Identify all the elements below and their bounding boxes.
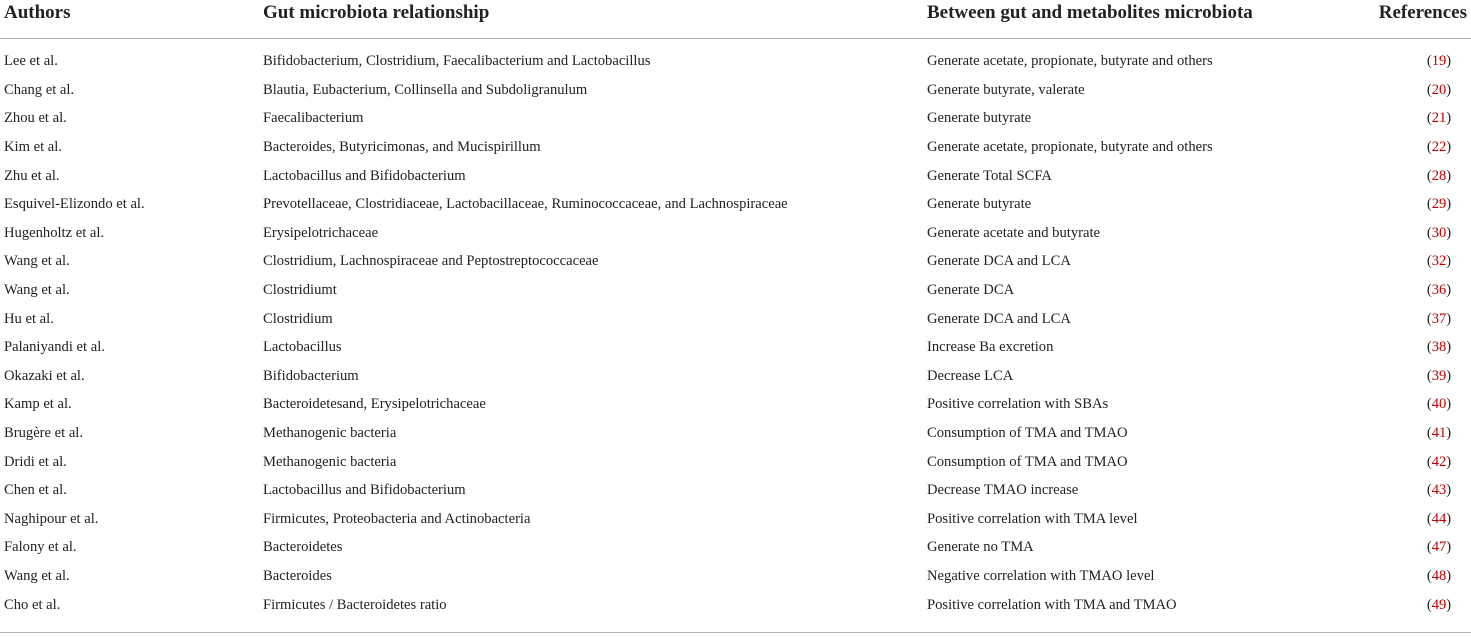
cell-between-gut-metabolites: Decrease TMAO increase xyxy=(927,482,1079,499)
table-row xyxy=(0,219,1471,248)
cell-authors: Wang et al. xyxy=(4,253,70,270)
reference-link[interactable]: 30 xyxy=(1431,224,1447,241)
paren-close: ) xyxy=(1446,282,1452,299)
table-row xyxy=(0,590,1471,619)
cell-reference xyxy=(1351,161,1471,190)
cell-authors: Esquivel-Elizondo et al. xyxy=(4,196,145,213)
table-header xyxy=(0,0,1471,39)
paren-close: ) xyxy=(1446,110,1452,127)
paren-open: ( xyxy=(1426,310,1432,327)
cell-gut-microbiota: Erysipelotrichaceae xyxy=(263,224,379,241)
cell-reference xyxy=(1351,133,1471,162)
paren-open: ( xyxy=(1426,224,1432,241)
cell-gut-microbiota: Lactobacillus and Bifidobacterium xyxy=(263,482,466,499)
paren-close: ) xyxy=(1446,167,1452,184)
cell-authors: Lee et al. xyxy=(4,53,58,70)
cell-gut-microbiota: Clostridium, Lachnospiraceae and Peptostreptococcaceae xyxy=(263,253,599,270)
table-body xyxy=(0,39,1471,619)
paren-close: ) xyxy=(1446,567,1452,584)
cell-reference xyxy=(1351,333,1471,362)
cell-between-gut-metabolites: Generate acetate and butyrate xyxy=(927,224,1100,241)
cell-authors: Chen et al. xyxy=(4,482,67,499)
paren-close: ) xyxy=(1446,224,1452,241)
cell-between-gut-metabolites: Increase Ba excretion xyxy=(927,339,1054,356)
paren-close: ) xyxy=(1446,396,1452,413)
cell-between-gut-metabolites: Decrease LCA xyxy=(927,367,1014,384)
cell-reference xyxy=(1351,562,1471,591)
cell-gut-microbiota: Clostridiumt xyxy=(263,282,337,299)
paren-close: ) xyxy=(1446,310,1452,327)
paren-open: ( xyxy=(1426,482,1432,499)
paren-open: ( xyxy=(1426,539,1432,556)
cell-reference xyxy=(1351,247,1471,276)
cell-gut-microbiota: Firmicutes, Proteobacteria and Actinobacteria xyxy=(263,510,531,527)
cell-authors: Naghipour et al. xyxy=(4,510,99,527)
cell-between-gut-metabolites: Generate butyrate xyxy=(927,110,1032,127)
paren-open: ( xyxy=(1426,81,1432,98)
paren-open: ( xyxy=(1426,139,1432,156)
table-row xyxy=(0,161,1471,190)
reference-link[interactable]: 36 xyxy=(1431,282,1447,299)
cell-between-gut-metabolites: Generate no TMA xyxy=(927,539,1034,556)
header-authors: Authors xyxy=(0,0,259,33)
cell-authors: Chang et al. xyxy=(4,81,75,98)
paren-open: ( xyxy=(1426,510,1432,527)
cell-reference xyxy=(1351,76,1471,105)
reference-link[interactable]: 20 xyxy=(1431,81,1447,98)
paren-close: ) xyxy=(1446,81,1452,98)
table-row xyxy=(0,190,1471,219)
cell-reference xyxy=(1351,304,1471,333)
paren-open: ( xyxy=(1426,253,1432,270)
cell-reference xyxy=(1351,276,1471,305)
paren-open: ( xyxy=(1426,396,1432,413)
paren-open: ( xyxy=(1426,596,1432,613)
cell-gut-microbiota: Clostridium xyxy=(263,310,333,327)
reference-link[interactable]: 22 xyxy=(1431,139,1447,156)
cell-between-gut-metabolites: Positive correlation with TMA and TMAO xyxy=(927,596,1177,613)
table-row xyxy=(0,39,1471,76)
cell-between-gut-metabolites: Positive correlation with TMA level xyxy=(927,510,1138,527)
header-references: References xyxy=(1351,0,1471,33)
table-row xyxy=(0,476,1471,505)
table-row xyxy=(0,333,1471,362)
table-row xyxy=(0,247,1471,276)
reference-link[interactable]: 49 xyxy=(1431,596,1447,613)
cell-authors: Brugère et al. xyxy=(4,425,84,442)
paren-close: ) xyxy=(1446,482,1452,499)
reference-link[interactable]: 43 xyxy=(1431,482,1447,499)
cell-authors: Wang et al. xyxy=(4,567,70,584)
header-row xyxy=(0,0,1471,39)
paren-open: ( xyxy=(1426,196,1432,213)
cell-gut-microbiota: Lactobacillus and Bifidobacterium xyxy=(263,167,466,184)
reference-link[interactable]: 21 xyxy=(1431,110,1447,127)
paren-close: ) xyxy=(1446,196,1452,213)
cell-gut-microbiota: Bacteroides xyxy=(263,567,332,584)
paren-open: ( xyxy=(1426,567,1432,584)
paren-close: ) xyxy=(1446,425,1452,442)
cell-gut-microbiota: Bacteroidetesand, Erysipelotrichaceae xyxy=(263,396,486,413)
reference-link[interactable]: 44 xyxy=(1431,510,1447,527)
cell-authors: Zhou et al. xyxy=(4,110,67,127)
paren-close: ) xyxy=(1446,510,1452,527)
cell-between-gut-metabolites: Positive correlation with SBAs xyxy=(927,396,1109,413)
cell-authors: Kim et al. xyxy=(4,139,62,156)
cell-gut-microbiota: Firmicutes / Bacteroidetes ratio xyxy=(263,596,447,613)
cell-authors: Okazaki et al. xyxy=(4,367,85,384)
paren-open: ( xyxy=(1426,167,1432,184)
cell-authors: Hugenholtz et al. xyxy=(4,224,105,241)
cell-gut-microbiota: Blautia, Eubacterium, Collinsella and Subdoligranulum xyxy=(263,81,588,98)
paren-open: ( xyxy=(1426,53,1432,70)
cell-reference xyxy=(1351,390,1471,419)
header-gut-microbiota: Gut microbiota relationship xyxy=(259,0,923,33)
cell-between-gut-metabolites: Generate Total SCFA xyxy=(927,167,1052,184)
paren-close: ) xyxy=(1446,539,1452,556)
cell-authors: Kamp et al. xyxy=(4,396,72,413)
cell-reference xyxy=(1351,533,1471,562)
cell-authors: Wang et al. xyxy=(4,282,70,299)
cell-gut-microbiota: Methanogenic bacteria xyxy=(263,425,397,442)
paren-close: ) xyxy=(1446,139,1452,156)
table-row xyxy=(0,276,1471,305)
table-row xyxy=(0,419,1471,448)
cell-between-gut-metabolites: Consumption of TMA and TMAO xyxy=(927,425,1128,442)
cell-between-gut-metabolites: Consumption of TMA and TMAO xyxy=(927,453,1128,470)
cell-reference xyxy=(1351,104,1471,133)
reference-link[interactable]: 40 xyxy=(1431,396,1447,413)
paren-open: ( xyxy=(1426,339,1432,356)
cell-reference xyxy=(1351,219,1471,248)
cell-between-gut-metabolites: Generate butyrate xyxy=(927,196,1032,213)
paren-close: ) xyxy=(1446,596,1452,613)
table-row xyxy=(0,76,1471,105)
reference-link[interactable]: 29 xyxy=(1431,196,1447,213)
table-row xyxy=(0,390,1471,419)
table-row xyxy=(0,362,1471,391)
cell-gut-microbiota: Bifidobacterium, Clostridium, Faecalibacterium and Lactobacillus xyxy=(263,53,651,70)
cell-reference xyxy=(1351,419,1471,448)
cell-reference xyxy=(1351,476,1471,505)
cell-gut-microbiota: Prevotellaceae, Clostridiaceae, Lactobacillaceae, Ruminococcaceae, and Lachnospiraceae xyxy=(263,196,788,213)
bottom-rule xyxy=(0,632,1471,633)
reference-link[interactable]: 19 xyxy=(1431,53,1447,70)
reference-link[interactable]: 38 xyxy=(1431,339,1447,356)
reference-link[interactable]: 48 xyxy=(1431,567,1447,584)
cell-gut-microbiota: Methanogenic bacteria xyxy=(263,453,397,470)
cell-gut-microbiota: Bifidobacterium xyxy=(263,367,359,384)
cell-reference xyxy=(1351,505,1471,534)
cell-authors: Falony et al. xyxy=(4,539,77,556)
cell-gut-microbiota: Faecalibacterium xyxy=(263,110,364,127)
table-row xyxy=(0,104,1471,133)
table-row xyxy=(0,505,1471,534)
cell-between-gut-metabolites: Generate DCA xyxy=(927,282,1015,299)
cell-authors: Hu et al. xyxy=(4,310,54,327)
cell-reference xyxy=(1351,590,1471,619)
cell-between-gut-metabolites: Generate acetate, propionate, butyrate and others xyxy=(927,53,1213,70)
header-between-gut-metabolites: Between gut and metabolites microbiota xyxy=(923,0,1351,33)
reference-link[interactable]: 47 xyxy=(1431,539,1447,556)
cell-reference xyxy=(1351,447,1471,476)
cell-authors: Zhu et al. xyxy=(4,167,60,184)
cell-between-gut-metabolites: Negative correlation with TMAO level xyxy=(927,567,1155,584)
cell-between-gut-metabolites: Generate DCA and LCA xyxy=(927,253,1071,270)
reference-link[interactable]: 42 xyxy=(1431,453,1447,470)
table-row xyxy=(0,562,1471,591)
cell-authors: Dridi et al. xyxy=(4,453,67,470)
cell-gut-microbiota: Bacteroides, Butyricimonas, and Mucispirillum xyxy=(263,139,541,156)
cell-authors: Cho et al. xyxy=(4,596,61,613)
cell-gut-microbiota: Lactobacillus xyxy=(263,339,342,356)
cell-gut-microbiota: Bacteroidetes xyxy=(263,539,343,556)
cell-reference xyxy=(1351,190,1471,219)
cell-authors: Palaniyandi et al. xyxy=(4,339,105,356)
reference-link[interactable]: 39 xyxy=(1431,367,1447,384)
cell-between-gut-metabolites: Generate butyrate, valerate xyxy=(927,81,1085,98)
reference-link[interactable]: 32 xyxy=(1431,253,1447,270)
cell-between-gut-metabolites: Generate acetate, propionate, butyrate and others xyxy=(927,139,1213,156)
paren-close: ) xyxy=(1446,53,1452,70)
cell-reference xyxy=(1351,39,1471,76)
paren-open: ( xyxy=(1426,425,1432,442)
paren-close: ) xyxy=(1446,339,1452,356)
cell-reference xyxy=(1351,362,1471,391)
paren-close: ) xyxy=(1446,253,1452,270)
reference-link[interactable]: 37 xyxy=(1431,310,1447,327)
paren-open: ( xyxy=(1426,367,1432,384)
paren-open: ( xyxy=(1426,453,1432,470)
paren-open: ( xyxy=(1426,110,1432,127)
table-row xyxy=(0,304,1471,333)
reference-link[interactable]: 28 xyxy=(1431,167,1447,184)
table-row xyxy=(0,447,1471,476)
paren-open: ( xyxy=(1426,282,1432,299)
cell-between-gut-metabolites: Generate DCA and LCA xyxy=(927,310,1071,327)
paren-close: ) xyxy=(1446,453,1452,470)
table-row xyxy=(0,133,1471,162)
table-row xyxy=(0,533,1471,562)
reference-link[interactable]: 41 xyxy=(1431,425,1447,442)
paren-close: ) xyxy=(1446,367,1452,384)
